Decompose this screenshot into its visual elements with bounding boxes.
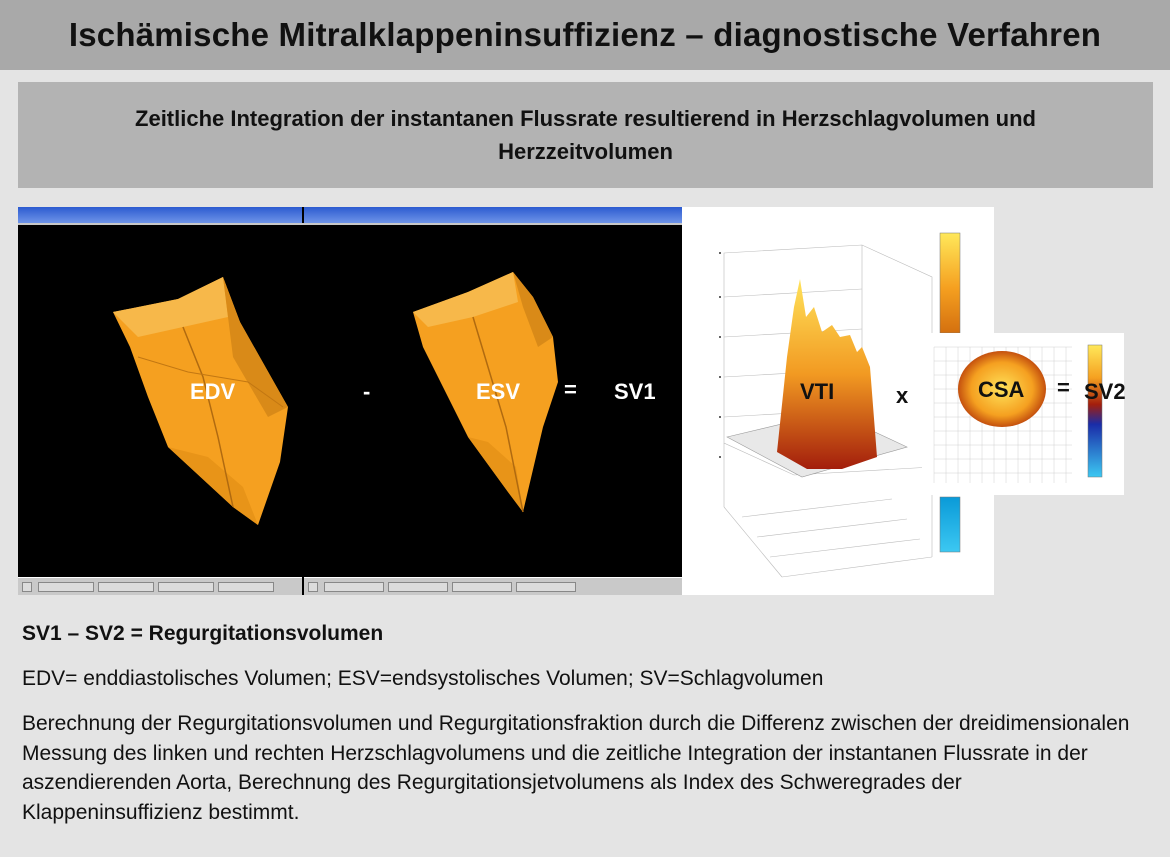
subtitle-box	[18, 82, 1153, 188]
minus-operator: -	[363, 379, 371, 404]
csa-flow-map	[922, 333, 1124, 495]
edv-label: EDV	[190, 379, 236, 404]
taskbar-left	[18, 577, 302, 595]
taskbar-right	[304, 577, 682, 595]
title-bar	[0, 0, 1170, 70]
esv-label: ESV	[476, 379, 521, 404]
taskbar-item[interactable]	[516, 582, 576, 592]
taskbar-item[interactable]	[452, 582, 512, 592]
times-operator: x	[896, 383, 909, 408]
plot-tick-marks	[719, 252, 721, 458]
ventricle-volumes-graphic	[18, 207, 682, 595]
regurgitation-formula: SV1 – SV2 = Regurgitationsvolumen	[22, 622, 384, 645]
taskbar-item[interactable]	[98, 582, 154, 592]
equals-operator-2: =	[1057, 375, 1070, 400]
csa-colorbar	[1088, 345, 1102, 477]
start-button[interactable]	[308, 582, 318, 592]
colorbar-top	[940, 233, 960, 333]
taskbar-item[interactable]	[158, 582, 214, 592]
taskbar-item[interactable]	[218, 582, 274, 592]
start-button[interactable]	[22, 582, 32, 592]
sv1-label: SV1	[614, 379, 656, 404]
taskbar-item[interactable]	[324, 582, 384, 592]
volume-screenshots-panel	[18, 207, 682, 595]
taskbar-item[interactable]	[38, 582, 94, 592]
vti-label: VTI	[800, 379, 835, 404]
subtitle: Zeitliche Integration der instantanen Flussrate resultierend in Herzschlagvolumen und Herzzeitvolumen	[135, 106, 1036, 164]
csa-plot-panel	[922, 333, 1124, 495]
colorbar-bottom	[940, 497, 960, 552]
csa-label: CSA	[978, 377, 1025, 402]
taskbar-item[interactable]	[388, 582, 448, 592]
sv2-label: SV2	[1084, 379, 1126, 404]
page-title: Ischämische Mitralklappeninsuffizienz – diagnostische Verfahren	[68, 16, 1102, 53]
equals-operator-1: =	[564, 377, 577, 402]
abbreviations: EDV= enddiastolisches Volumen; ESV=endsystolisches Volumen; SV=Schlagvolumen	[22, 667, 824, 690]
description-text: Berechnung der Regurgitationsvolumen und Regurgitationsfraktion durch die Differenz zwischen der dreidimensionalen Messung des linken und rechten Herzschlagvolumens und die zeitliche Integration der instantanen Flussrate in der aszendierenden Aorta, Berechnung des Regurgitationsjetvolumens als Index des Schweregrades der Klappeninsuffizienz bestimmt.	[22, 712, 1130, 824]
